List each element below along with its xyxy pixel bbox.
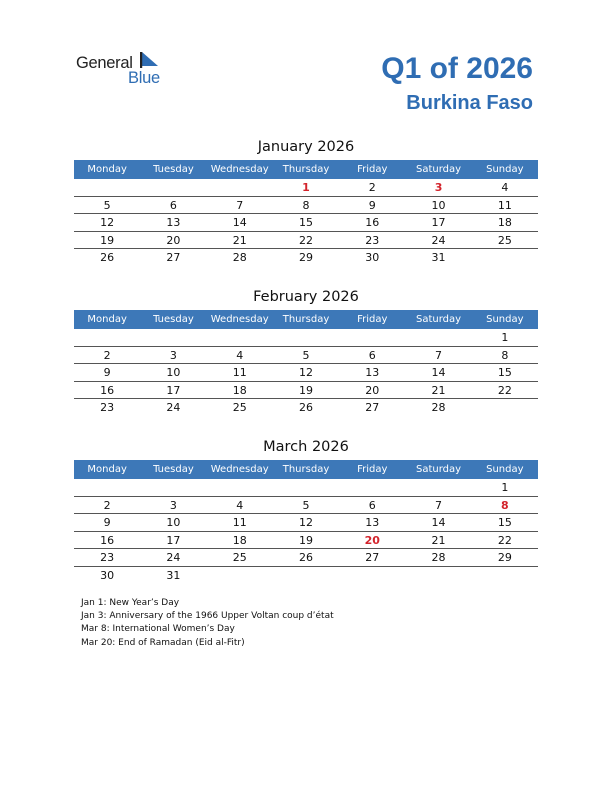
page-title: Q1 of 2026: [381, 52, 533, 85]
day-cell: 7: [435, 498, 443, 512]
empty-day-cell: [140, 479, 206, 496]
day-cell: 17: [166, 383, 181, 397]
logo-text-blue: Blue: [128, 69, 160, 87]
week-rows: [74, 179, 538, 267]
empty-day-cell: [273, 567, 339, 585]
weekday-label: Tuesday: [153, 464, 194, 475]
weekday-label: Wednesday: [210, 314, 269, 325]
day-cell: 19: [298, 383, 313, 397]
day-cell: 18: [232, 533, 247, 547]
day-cell: 23: [100, 401, 115, 415]
day-cell: 16: [100, 383, 115, 397]
day-cell: 21: [232, 233, 247, 247]
week-row: [74, 232, 538, 250]
day-cell: 4: [501, 181, 509, 194]
week-row: [74, 514, 538, 532]
month-title: January 2026: [257, 139, 355, 155]
weekday-label: Friday: [357, 314, 388, 325]
weekday-label: Tuesday: [153, 164, 194, 175]
empty-day-cell: [74, 479, 140, 496]
day-cell: 27: [365, 401, 380, 415]
day-cell: 12: [298, 516, 313, 530]
empty-day-cell: [405, 479, 471, 496]
week-row: [74, 197, 538, 215]
empty-day-cell: [472, 567, 538, 585]
day-cell: 24: [431, 233, 446, 247]
day-cell: 13: [365, 516, 380, 530]
day-cell: 20: [166, 233, 181, 247]
day-cell: 30: [365, 251, 380, 265]
day-cell: 7: [435, 348, 443, 362]
day-cell: 20: [365, 383, 380, 397]
logo: [76, 52, 176, 88]
day-cell: 22: [298, 233, 313, 247]
week-row: [74, 479, 538, 497]
weekday-label: Sunday: [486, 164, 524, 175]
country-subtitle: Burkina Faso: [406, 92, 533, 114]
day-cell: 8: [501, 348, 509, 362]
logo-flag-icon: [140, 52, 160, 68]
empty-day-cell: [405, 329, 471, 346]
weekday-label: Saturday: [416, 164, 462, 175]
empty-day-cell: [140, 179, 206, 196]
weekday-label: Thursday: [282, 464, 330, 475]
day-cell: 19: [298, 533, 313, 547]
empty-day-cell: [472, 249, 538, 267]
day-cell: 8: [302, 198, 310, 212]
day-cell: 23: [100, 551, 115, 565]
day-cell: 31: [431, 251, 446, 265]
month-title: February 2026: [253, 289, 359, 305]
day-cell: 18: [232, 383, 247, 397]
day-cell: 17: [166, 533, 181, 547]
week-row: [74, 214, 538, 232]
week-row: [74, 532, 538, 550]
empty-day-cell: [74, 179, 140, 196]
empty-day-cell: [273, 329, 339, 346]
weekday-label: Monday: [87, 314, 127, 325]
empty-day-cell: [207, 329, 273, 346]
weekday-label: Sunday: [486, 314, 524, 325]
weekday-label: Thursday: [282, 314, 330, 325]
day-cell: 12: [298, 366, 313, 380]
weekday-label: Monday: [87, 464, 127, 475]
day-cell: 5: [302, 348, 310, 362]
day-cell: 14: [431, 366, 446, 380]
empty-day-cell: [74, 329, 140, 346]
day-cell: 14: [431, 516, 446, 530]
day-cell: 25: [232, 401, 247, 415]
weekday-label: Thursday: [282, 164, 330, 175]
week-row: [74, 249, 538, 267]
month-calendar-january: [74, 138, 538, 267]
day-cell: 28: [232, 251, 247, 265]
weekday-header: [74, 310, 538, 329]
day-cell: 28: [431, 401, 446, 415]
logo-text-general: General: [76, 54, 133, 72]
day-cell: 5: [302, 498, 310, 512]
day-cell: 25: [232, 551, 247, 565]
day-cell: 26: [100, 251, 115, 265]
week-row: [74, 347, 538, 365]
day-cell: 27: [365, 551, 380, 565]
day-cell: 15: [497, 366, 512, 380]
weekday-label: Sunday: [486, 464, 524, 475]
empty-day-cell: [273, 479, 339, 496]
weekday-label: Friday: [357, 464, 388, 475]
weekday-label: Saturday: [416, 464, 462, 475]
day-cell: 2: [103, 498, 111, 512]
day-cell: 1: [501, 331, 509, 344]
day-cell: 2: [368, 181, 376, 194]
week-row: [74, 179, 538, 197]
day-cell: 21: [431, 383, 446, 397]
empty-day-cell: [339, 329, 405, 346]
week-rows: [74, 329, 538, 417]
holiday-day-cell: 20: [364, 533, 380, 547]
day-cell: 30: [100, 568, 115, 582]
week-row: [74, 364, 538, 382]
day-cell: 11: [497, 198, 512, 212]
day-cell: 18: [497, 216, 512, 230]
holiday-day-cell: 1: [302, 181, 310, 194]
holiday-note: Mar 20: End of Ramadan (Eid al-Fitr): [81, 637, 245, 648]
day-cell: 27: [166, 251, 181, 265]
holiday-notes: [81, 597, 334, 650]
day-cell: 4: [236, 498, 244, 512]
empty-day-cell: [140, 329, 206, 346]
week-row: [74, 497, 538, 515]
empty-day-cell: [339, 479, 405, 496]
day-cell: 29: [298, 251, 313, 265]
empty-day-cell: [339, 567, 405, 585]
day-cell: 14: [232, 216, 247, 230]
day-cell: 16: [365, 216, 380, 230]
holiday-day-cell: 3: [434, 181, 443, 194]
week-rows: [74, 479, 538, 585]
day-cell: 13: [166, 216, 181, 230]
month-calendar-february: [74, 288, 538, 417]
day-cell: 4: [236, 348, 244, 362]
day-cell: 21: [431, 533, 446, 547]
day-cell: 5: [103, 198, 111, 212]
day-cell: 3: [169, 348, 177, 362]
empty-day-cell: [207, 479, 273, 496]
day-cell: 6: [169, 198, 177, 212]
day-cell: 10: [166, 516, 181, 530]
day-cell: 22: [497, 533, 512, 547]
day-cell: 15: [298, 216, 313, 230]
day-cell: 29: [497, 551, 512, 565]
day-cell: 25: [497, 233, 512, 247]
holiday-note: Mar 8: International Women’s Day: [81, 624, 235, 635]
day-cell: 13: [365, 366, 380, 380]
day-cell: 24: [166, 401, 181, 415]
day-cell: 6: [368, 348, 376, 362]
day-cell: 31: [166, 568, 181, 582]
day-cell: 9: [103, 516, 111, 530]
weekday-header: [74, 160, 538, 179]
day-cell: 10: [166, 366, 181, 380]
holiday-note: Jan 1: New Year’s Day: [81, 598, 180, 608]
weekday-label: Tuesday: [153, 314, 194, 325]
day-cell: 15: [497, 516, 512, 530]
day-cell: 26: [298, 551, 313, 565]
day-cell: 23: [365, 233, 380, 247]
month-title: March 2026: [263, 439, 349, 455]
day-cell: 11: [232, 516, 247, 530]
day-cell: 11: [232, 366, 247, 380]
week-row: [74, 399, 538, 417]
week-row: [74, 382, 538, 400]
weekday-label: Friday: [357, 164, 388, 175]
day-cell: 12: [100, 216, 115, 230]
day-cell: 6: [368, 498, 376, 512]
empty-day-cell: [207, 179, 273, 196]
day-cell: 16: [100, 533, 115, 547]
weekday-label: Wednesday: [210, 464, 269, 475]
day-cell: 7: [236, 198, 244, 212]
weekday-header: [74, 460, 538, 479]
day-cell: 2: [103, 348, 111, 362]
day-cell: 9: [368, 198, 376, 212]
week-row: [74, 329, 538, 347]
weekday-label: Saturday: [416, 314, 462, 325]
empty-day-cell: [405, 567, 471, 585]
holiday-day-cell: 8: [501, 498, 509, 512]
weekday-label: Monday: [87, 164, 127, 175]
empty-day-cell: [207, 567, 273, 585]
month-calendar-march: [74, 438, 538, 585]
day-cell: 9: [103, 366, 111, 380]
day-cell: 26: [298, 401, 313, 415]
day-cell: 10: [431, 198, 446, 212]
day-cell: 3: [169, 498, 177, 512]
empty-day-cell: [472, 399, 538, 417]
day-cell: 19: [100, 233, 115, 247]
holiday-note: Jan 3: Anniversary of the 1966 Upper Voltan coup d’état: [81, 611, 334, 622]
day-cell: 28: [431, 551, 446, 565]
week-row: [74, 549, 538, 567]
week-row: [74, 567, 538, 585]
day-cell: 17: [431, 216, 446, 230]
day-cell: 22: [497, 383, 512, 397]
day-cell: 24: [166, 551, 181, 565]
day-cell: 1: [501, 481, 509, 494]
weekday-label: Wednesday: [210, 164, 269, 175]
